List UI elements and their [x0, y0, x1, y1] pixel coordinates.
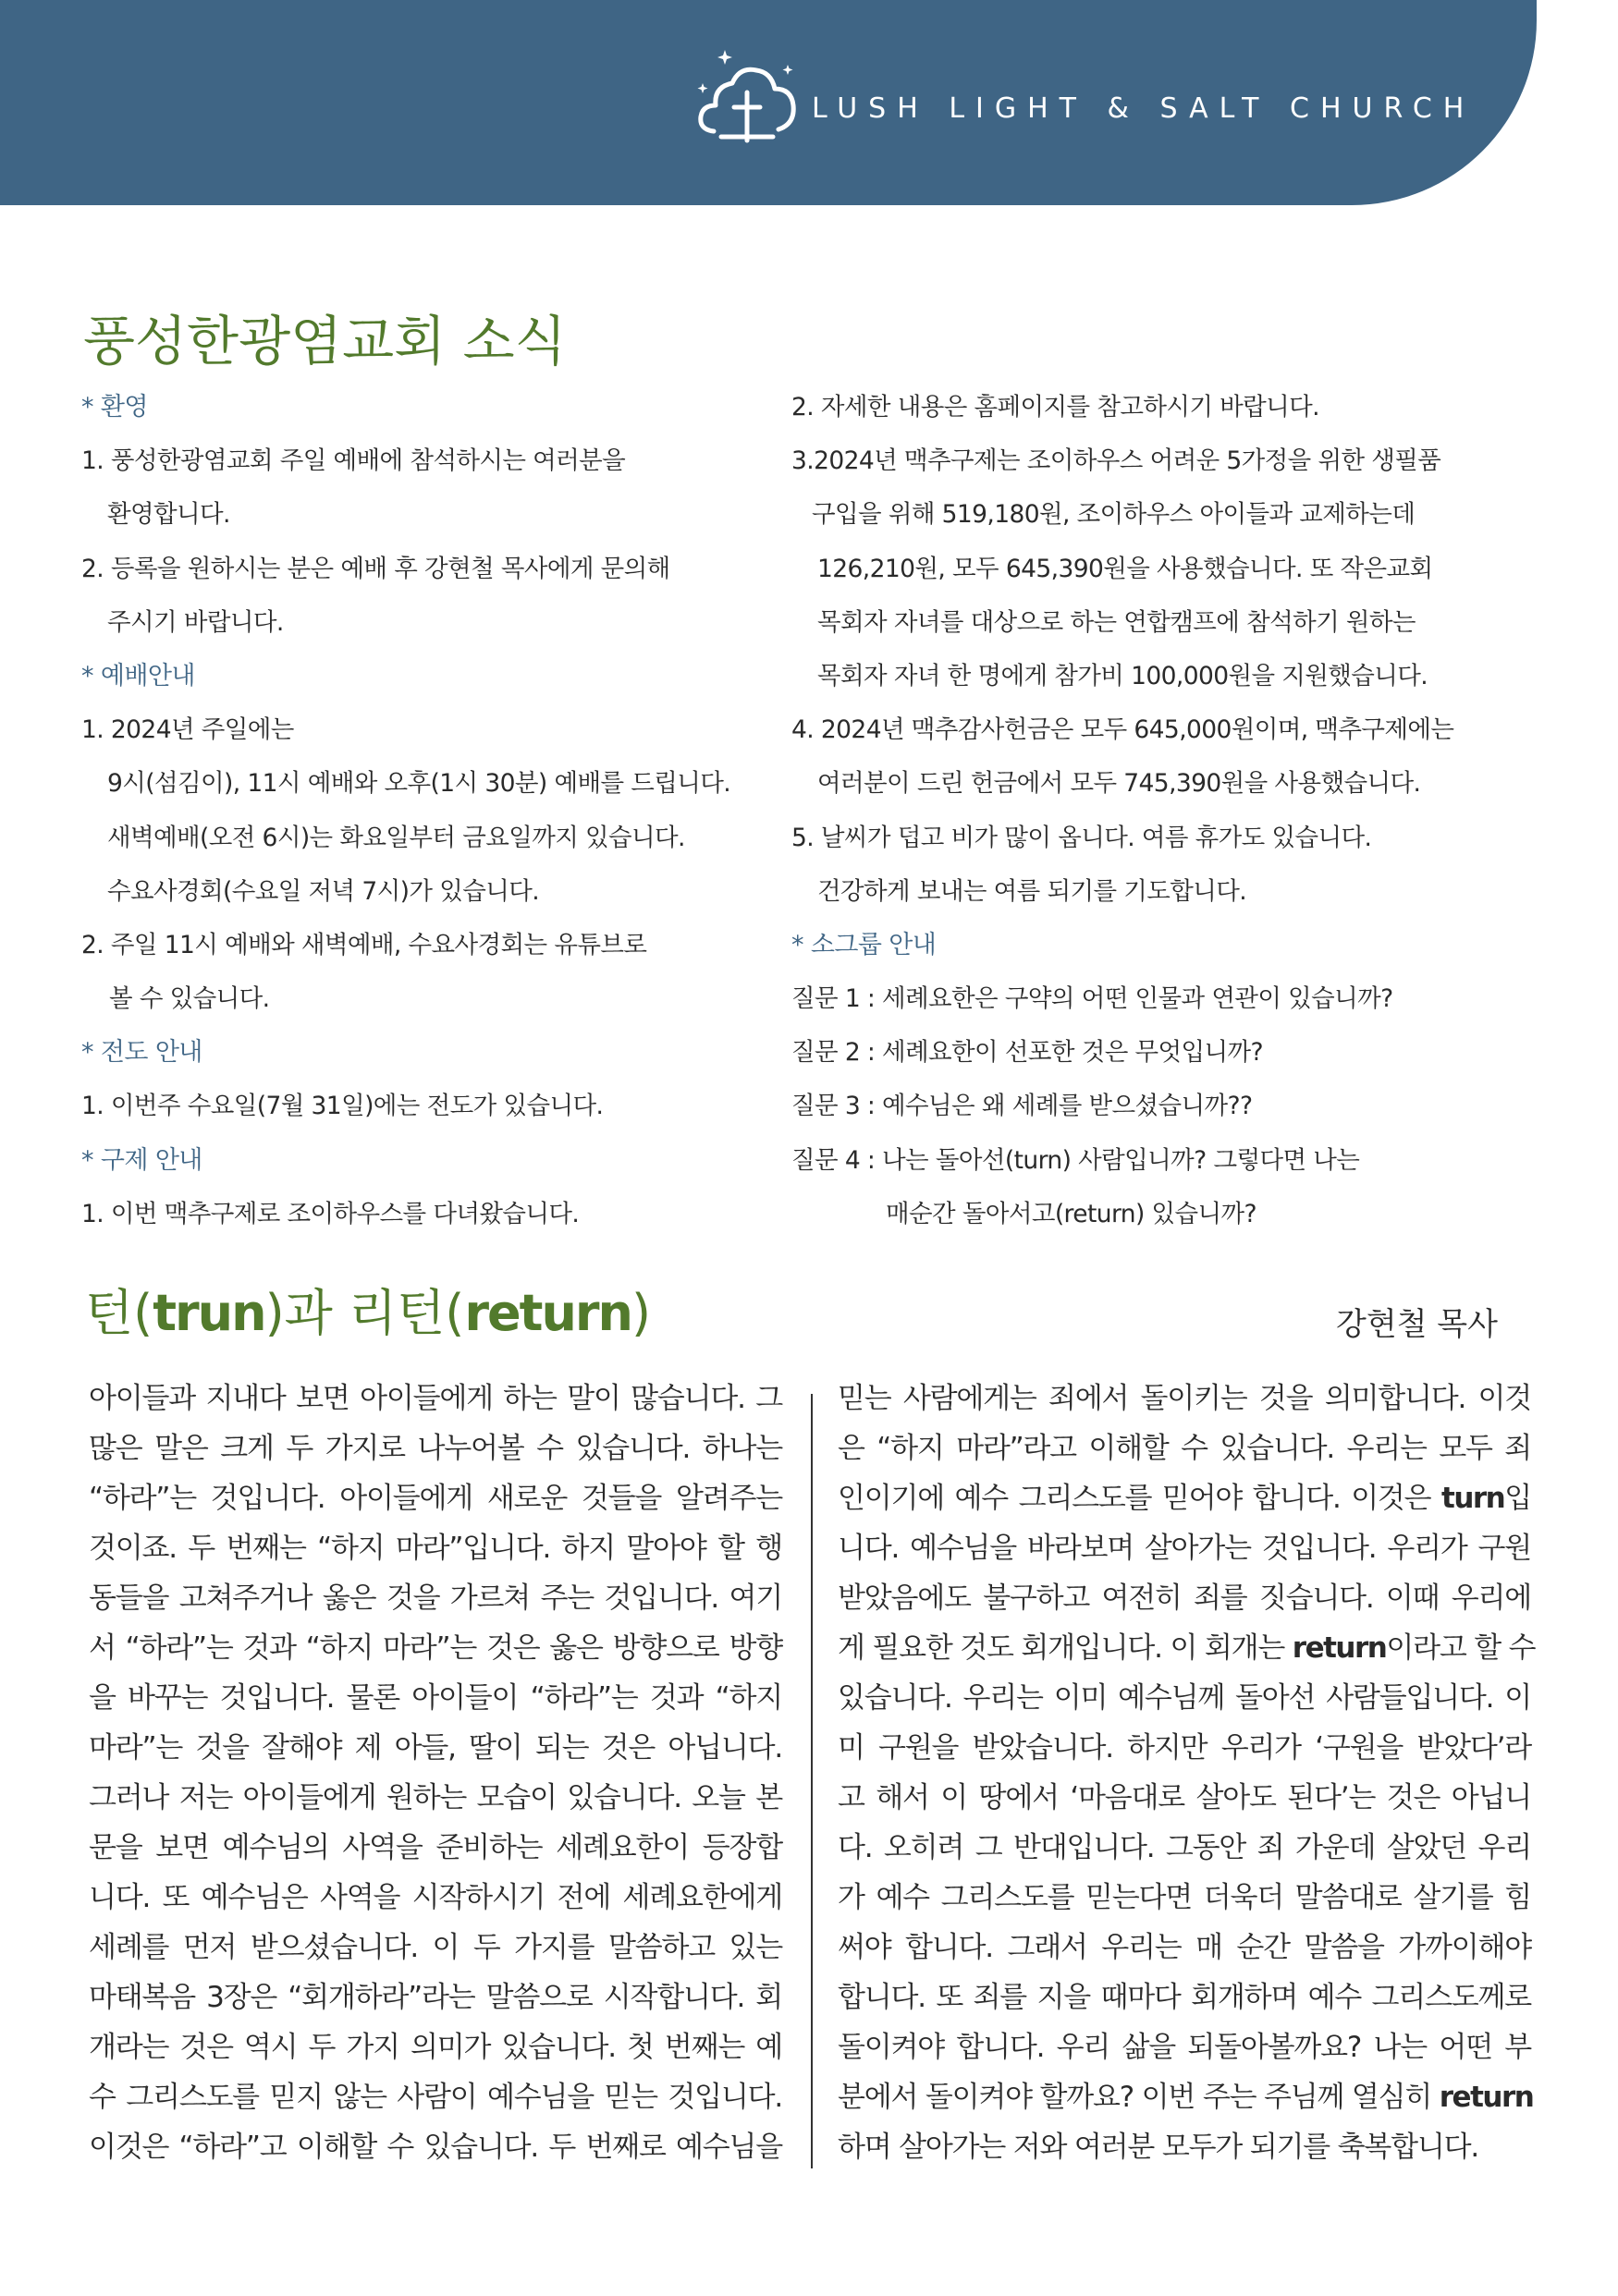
question-line: 질문 3 : 예수님은 왜 세례를 받으셨습니까?? [791, 1092, 1253, 1121]
news-line: 구입을 위해 519,180원, 조이하우스 아이들과 교제하는데 [812, 500, 1416, 530]
news-line: 새벽예배(오전 6시)는 화요일부터 금요일까지 있습니다. [107, 823, 685, 852]
sermon-line: 고 해서 이 땅에서 ‘마음대로 살아도 된다’는 것은 아닙니 [838, 1781, 1531, 1814]
sermon-line: 믿는 사람에게는 죄에서 돌이키는 것을 의미합니다. 이것 [838, 1382, 1531, 1415]
section-heading-welcome: * 환영 [81, 393, 148, 421]
sermon-line: “하라”는 것입니다. 아이들에게 새로운 것들을 알려주는 [89, 1482, 782, 1515]
church-name: LUSH LIGHT & SALT CHURCH [812, 92, 1476, 125]
news-line: 목회자 자녀 한 명에게 참가비 100,000원을 지원했습니다. [817, 661, 1428, 690]
sermon-line: 수 그리스도를 믿지 않는 사람이 예수님을 믿는 것입니다. [89, 2081, 782, 2114]
sermon-line: 세례를 먼저 받으셨습니다. 이 두 가지를 말씀하고 있는 [89, 1931, 782, 1964]
news-line: 환영합니다. [107, 500, 230, 530]
sermon-line: 이것은 “하라”고 이해할 수 있습니다. 두 번째로 예수님을 [89, 2131, 782, 2164]
news-line: 2. 자세한 내용은 홈페이지를 참고하시기 바랍니다. [791, 393, 1320, 421]
sermon-line: 동들을 고쳐주거나 옳은 것을 가르쳐 주는 것입니다. 여기 [89, 1582, 782, 1615]
sermon-line: 그러나 저는 아이들에게 원하는 모습이 있습니다. 오늘 본 [89, 1781, 782, 1814]
sermon-line: 미 구원을 받았습니다. 하지만 우리가 ‘구원을 받았다’라 [838, 1731, 1531, 1765]
news-line: 1. 이번 맥추구제로 조이하우스를 다녀왔습니다. [81, 1199, 580, 1228]
sermon-line: 많은 말은 크게 두 가지로 나누어볼 수 있습니다. 하나는 [89, 1432, 782, 1465]
news-line: 목회자 자녀를 대상으로 하는 연합캠프에 참석하기 원하는 [817, 607, 1416, 637]
sermon-line: 돌이켜야 합니다. 우리 삶을 되돌아볼까요? 나는 어떤 부 [838, 2031, 1531, 2064]
sermon-line: 을 바꾸는 것입니다. 물론 아이들이 “하라”는 것과 “하지 [89, 1681, 782, 1715]
news-line: 1. 2024년 주일에는 [81, 715, 294, 745]
cloud-cross-icon [693, 46, 804, 148]
sermon-line: 니다. 예수님을 바라보며 살아가는 것입니다. 우리가 구원 [838, 1532, 1531, 1565]
sermon-line: 분에서 돌이켜야 할까요? 이번 주는 주님께 열심히 return [838, 2081, 1534, 2114]
news-left-column [81, 381, 784, 1241]
sermon-line: 것이죠. 두 번째는 “하지 마라”입니다. 하지 말아야 할 행 [89, 1532, 782, 1565]
sermon-line: 있습니다. 우리는 이미 예수님께 돌아선 사람들입니다. 이 [838, 1681, 1531, 1715]
emphasis-turn: turn [1441, 1482, 1505, 1515]
sermon-line: 개라는 것은 역시 두 가지 의미가 있습니다. 첫 번째는 예 [89, 2031, 782, 2064]
news-line: 2. 등록을 원하시는 분은 예배 후 강현철 목사에게 문의해 [81, 554, 670, 583]
news-right-column [791, 381, 1550, 1241]
question-line: 질문 2 : 세례요한이 선포한 것은 무엇입니까? [791, 1038, 1263, 1068]
sermon-line: 마태복음 3장은 “회개하라”라는 말씀으로 시작합니다. 회 [89, 1981, 782, 2014]
sermon-line: 은 “하지 마라”라고 이해할 수 있습니다. 우리는 모두 죄 [838, 1432, 1531, 1465]
column-divider [811, 1394, 813, 2168]
news-line: 1. 이번주 수요일(7월 31일)에는 전도가 있습니다. [81, 1092, 604, 1121]
news-title: 풍성한광염교회 소식 [83, 310, 567, 372]
news-line: 3.2024년 맥추구제는 조이하우스 어려운 5가정을 위한 생필품 [791, 446, 1441, 476]
emphasis-return: return [1292, 1631, 1387, 1665]
news-line: 126,210원, 모두 645,390원을 사용했습니다. 또 작은교회 [817, 554, 1433, 583]
sermon-line: 받았음에도 불구하고 여전히 죄를 짓습니다. 이때 우리에 [838, 1582, 1531, 1615]
sermon-line: 게 필요한 것도 회개입니다. 이 회개는 return이라고 할 수 [838, 1631, 1536, 1665]
emphasis-return: return [1439, 2081, 1534, 2114]
section-heading-worship: * 예배안내 [81, 661, 195, 690]
sermon-line: 서 “하라”는 것과 “하지 마라”는 것은 옳은 방향으로 방향 [89, 1631, 782, 1665]
sermon-right-column [838, 1374, 1536, 2172]
sermon-line: 니다. 또 예수님은 사역을 시작하시기 전에 세례요한에게 [89, 1881, 782, 1914]
sermon-author: 강현철 목사 [1335, 1306, 1498, 1343]
news-line: 1. 풍성한광염교회 주일 예배에 참석하시는 여러분을 [81, 446, 626, 476]
news-line: 2. 주일 11시 예배와 새벽예배, 수요사경회는 유튜브로 [81, 930, 647, 959]
sermon-line: 아이들과 지내다 보면 아이들에게 하는 말이 많습니다. 그 [89, 1382, 782, 1415]
sermon-line: 써야 합니다. 그래서 우리는 매 순간 말씀을 가까이해야 [838, 1931, 1531, 1964]
news-line: 5. 날씨가 덥고 비가 많이 옵니다. 여름 휴가도 있습니다. [791, 823, 1372, 852]
news-line: 여러분이 드린 헌금에서 모두 745,390원을 사용했습니다. [817, 769, 1421, 799]
sermon-line: 다. 오히려 그 반대입니다. 그동안 죄 가운데 살았던 우리 [838, 1831, 1531, 1864]
news-line: 주시기 바랍니다. [107, 607, 284, 637]
sermon-left-column [89, 1374, 782, 2172]
news-line: 9시(섬김이), 11시 예배와 오후(1시 30분) 예배를 드립니다. [107, 769, 731, 799]
sermon-line: 문을 보면 예수님의 사역을 준비하는 세례요한이 등장합 [89, 1831, 782, 1864]
section-heading-evangelism: * 전도 안내 [81, 1038, 202, 1068]
news-line: 수요사경회(수요일 저녁 7시)가 있습니다. [107, 876, 540, 906]
sermon-line: 합니다. 또 죄를 지을 때마다 회개하며 예수 그리스도께로 [838, 1981, 1531, 2014]
news-line: 볼 수 있습니다. [109, 984, 270, 1014]
sermon-line: 가 예수 그리스도를 믿는다면 더욱더 말씀대로 살기를 힘 [838, 1881, 1531, 1914]
question-line: 질문 1 : 세례요한은 구약의 어떤 인물과 연관이 있습니까? [791, 984, 1393, 1014]
section-heading-relief: * 구제 안내 [81, 1145, 202, 1175]
sermon-line: 인이기에 예수 그리스도를 믿어야 합니다. 이것은 turn입 [838, 1482, 1531, 1515]
sermon-line: 하며 살아가는 저와 여러분 모두가 되기를 축복합니다. [838, 2131, 1478, 2164]
section-heading-small-group: * 소그룹 안내 [791, 930, 937, 959]
header-banner [0, 0, 1537, 205]
sermon-line: 마라”는 것을 잘해야 제 아들, 딸이 되는 것은 아닙니다. [89, 1731, 782, 1765]
question-line: 질문 4 : 나는 돌아선(turn) 사람입니까? 그렇다면 나는 [791, 1145, 1360, 1175]
news-line: 4. 2024년 맥추감사헌금은 모두 645,000원이며, 맥추구제에는 [791, 715, 1454, 745]
sermon-title: 턴(trun)과 리턴(return) [85, 1284, 652, 1342]
news-line: 건강하게 보내는 여름 되기를 기도합니다. [817, 876, 1247, 906]
question-line: 매순간 돌아서고(return) 있습니까? [886, 1199, 1257, 1228]
